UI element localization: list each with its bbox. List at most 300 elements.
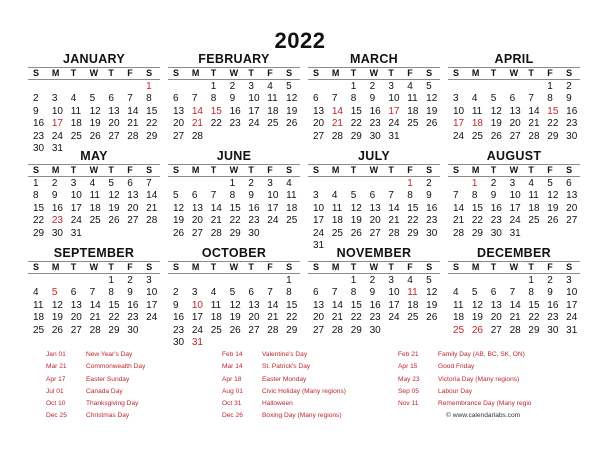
day-cell: 29: [286, 324, 298, 336]
day-cell: 3: [248, 81, 254, 92]
day-cell: [327, 81, 346, 93]
day-cell: 1: [33, 178, 39, 189]
month-name: APRIL: [494, 52, 534, 66]
month-name: MARCH: [349, 52, 399, 66]
weekday-label: S: [566, 165, 573, 175]
weekday-label: S: [313, 262, 320, 272]
day-cell: 25: [33, 324, 45, 336]
day-cell: 1: [350, 81, 357, 92]
day-cell: 18: [331, 215, 343, 227]
day-cell: 7: [388, 190, 394, 202]
day-grid: [448, 178, 580, 240]
day-cell: 6: [313, 287, 319, 299]
day-cell: 14: [453, 202, 465, 214]
day-cell: 28: [331, 324, 343, 336]
day-cell: [206, 275, 225, 287]
weekday-label: M: [331, 68, 340, 78]
day-cell: 30: [173, 336, 185, 348]
day-cell: 19: [426, 105, 438, 117]
day-cell: 30: [426, 227, 438, 239]
day-cell: 25: [267, 118, 279, 130]
day-cell: 6: [566, 178, 572, 189]
weekday-label: F: [267, 68, 273, 78]
day-cell: 21: [127, 118, 139, 130]
day-cell: 23: [566, 118, 578, 130]
day-cell: 28: [388, 227, 400, 239]
day-cell: 7: [89, 287, 96, 299]
day-cell: 12: [286, 93, 298, 105]
day-cell: [365, 178, 384, 190]
day-cell: 13: [70, 299, 82, 311]
day-cell: 5: [350, 190, 357, 202]
day-cell: 15: [528, 299, 540, 311]
day-cell: 11: [331, 202, 343, 214]
day-cell: 13: [313, 299, 325, 311]
day-cell: 20: [313, 118, 325, 130]
day-cell: 30: [547, 324, 559, 336]
weekday-label: F: [267, 262, 273, 272]
day-cell: 18: [407, 299, 419, 311]
holiday-item: [216, 374, 392, 386]
month-name: NOVEMBER: [336, 246, 412, 260]
day-cell: 28: [267, 324, 279, 336]
day-cell: 22: [210, 118, 222, 130]
day-cell: 10: [313, 202, 325, 214]
holiday-date: Oct 31: [222, 400, 242, 408]
weekday-label: F: [127, 165, 133, 175]
day-cell: 11: [210, 299, 222, 311]
weekday-label: T: [350, 68, 357, 78]
day-cell: 17: [267, 202, 279, 214]
month-block: [448, 149, 580, 246]
day-cell: 21: [210, 215, 222, 227]
day-cell: 25: [471, 130, 483, 142]
day-cell: 28: [191, 130, 203, 142]
day-cell: 9: [490, 190, 497, 202]
day-cell: 5: [426, 275, 432, 286]
day-cell: 23: [33, 130, 45, 142]
day-cell: 10: [566, 287, 578, 299]
day-cell: [206, 178, 225, 190]
day-cell: 11: [407, 93, 418, 105]
weekday-label: S: [173, 165, 180, 175]
day-cell: [187, 81, 206, 93]
day-cell: 31: [70, 227, 82, 239]
weekday-label: S: [453, 165, 460, 175]
day-cell: 2: [490, 178, 497, 189]
day-cell: 23: [547, 312, 559, 324]
holiday-name: New Year's Day: [86, 351, 133, 358]
holiday-name: St. Patrick's Day: [262, 363, 311, 371]
holiday-name: Thanksgiving Day: [86, 400, 139, 408]
month-block: [28, 52, 160, 154]
day-cell: 26: [173, 227, 185, 239]
day-cell: 21: [331, 118, 343, 130]
day-cell: [243, 131, 262, 143]
day-cell: 14: [267, 299, 279, 311]
day-cell: 17: [191, 312, 203, 324]
day-cell: 8: [108, 287, 114, 299]
day-cell: [243, 337, 262, 349]
weekday-label: W: [229, 68, 239, 78]
day-cell: 22: [350, 312, 362, 324]
day-cell: 12: [426, 93, 438, 105]
day-cell: 23: [248, 215, 260, 227]
day-cell: 3: [191, 287, 198, 299]
day-cell: [281, 337, 300, 349]
holiday-name: Valentine's Day: [262, 351, 308, 358]
day-cell: 28: [331, 130, 343, 142]
day-cell: 14: [89, 299, 101, 311]
day-cell: 3: [388, 275, 394, 286]
holiday-date: Nov 11: [398, 400, 419, 408]
day-cell: [103, 228, 122, 240]
weekday-label: F: [407, 68, 413, 78]
day-cell: 4: [267, 81, 273, 92]
holiday-name: Commonwealth Day: [86, 363, 146, 371]
month-block: [168, 52, 300, 149]
weekday-label: T: [490, 262, 497, 272]
day-cell: 12: [471, 299, 483, 311]
day-cell: 9: [229, 93, 236, 105]
day-cell: 28: [509, 324, 521, 336]
holiday-item: [216, 386, 392, 398]
day-cell: 10: [388, 93, 400, 105]
day-cell: 18: [528, 202, 540, 214]
holiday-item: [40, 349, 216, 361]
day-cell: 30: [33, 142, 45, 154]
holiday-name: Civic Holiday (Many regions): [262, 387, 346, 395]
month-name: DECEMBER: [477, 246, 551, 260]
day-cell: 5: [108, 178, 114, 189]
day-cell: 8: [350, 287, 357, 299]
day-cell: 8: [350, 93, 357, 105]
day-cell: 9: [369, 287, 376, 299]
holiday-item: [216, 361, 392, 373]
day-cell: 16: [426, 202, 438, 214]
weekday-label: S: [146, 68, 153, 78]
day-cell: 16: [229, 105, 241, 117]
day-cell: 9: [547, 287, 553, 299]
day-cell: 30: [490, 227, 502, 239]
holiday-name: Christmas Day: [86, 412, 130, 420]
day-cell: 13: [313, 105, 325, 117]
day-cell: 18: [471, 118, 483, 130]
weekday-label: S: [33, 165, 40, 175]
day-cell: 27: [566, 215, 578, 227]
weekday-label: F: [547, 68, 553, 78]
day-cell: 29: [350, 130, 362, 142]
holiday-name: Good Friday: [438, 363, 475, 371]
day-cell: 13: [248, 299, 260, 311]
weekday-label: W: [369, 68, 379, 78]
day-cell: 10: [509, 190, 521, 202]
day-cell: 11: [407, 287, 418, 299]
weekday-header-row: [28, 67, 160, 80]
day-cell: 26: [350, 227, 362, 239]
holiday-date: Apr 18: [222, 375, 242, 383]
day-cell: [421, 325, 440, 337]
day-cell: 4: [407, 81, 413, 92]
weekday-header-row: [448, 261, 580, 274]
day-cell: 24: [313, 227, 325, 239]
day-cell: 2: [229, 81, 236, 92]
weekday-label: M: [51, 68, 60, 78]
day-cell: 9: [33, 105, 39, 117]
day-cell: 26: [426, 312, 438, 324]
day-cell: 20: [490, 312, 502, 324]
day-cell: 22: [528, 312, 540, 324]
weekday-label: S: [566, 262, 573, 272]
day-cell: 9: [51, 190, 58, 202]
day-cell: [448, 275, 467, 287]
day-cell: 21: [453, 215, 465, 227]
month-block: [308, 149, 440, 251]
weekday-label: T: [528, 165, 534, 175]
weekday-label: W: [229, 262, 239, 272]
day-cell: 22: [350, 118, 362, 130]
day-cell: [505, 81, 524, 93]
day-cell: 20: [108, 118, 120, 130]
day-cell: 21: [89, 312, 101, 324]
weekday-label: T: [528, 68, 534, 78]
day-cell: [327, 178, 346, 190]
holiday-name: Halloween: [262, 400, 293, 408]
weekday-label: T: [350, 262, 357, 272]
holiday-item: [40, 361, 216, 373]
day-cell: 13: [173, 105, 185, 117]
weekday-label: M: [191, 68, 200, 78]
day-cell: 15: [229, 202, 241, 214]
day-cell: 6: [70, 287, 77, 299]
months-grid: [28, 52, 580, 348]
weekday-header-row: [28, 164, 160, 177]
day-cell: 11: [89, 190, 100, 202]
day-cell: 28: [127, 130, 139, 142]
weekday-label: T: [70, 68, 77, 78]
weekday-label: S: [426, 262, 433, 272]
day-cell: 22: [146, 118, 158, 130]
weekday-label: S: [146, 165, 153, 175]
holiday-name: Family Day (AB, BC, SK, ON): [438, 351, 525, 358]
weekday-label: M: [331, 165, 340, 175]
holiday-name: Remembrance Day (Many regio: [438, 400, 532, 408]
day-cell: 25: [89, 215, 101, 227]
day-cell: 21: [528, 118, 540, 130]
day-cell: 13: [566, 190, 578, 202]
day-cell: 6: [248, 287, 254, 299]
day-cell: 5: [547, 178, 553, 189]
day-cell: 12: [350, 202, 362, 214]
weekday-header-row: [308, 67, 440, 80]
holiday-date: Apr 15: [398, 363, 418, 371]
day-cell: 23: [51, 215, 63, 227]
day-cell: 9: [173, 299, 179, 311]
day-cell: 18: [89, 202, 101, 214]
weekday-label: T: [248, 165, 254, 175]
day-cell: 13: [369, 202, 381, 214]
day-cell: [262, 228, 281, 240]
weekday-label: T: [350, 165, 357, 175]
weekday-label: T: [70, 165, 77, 175]
day-cell: 11: [286, 190, 297, 202]
day-cell: [421, 131, 440, 143]
weekday-label: S: [173, 68, 180, 78]
day-cell: 23: [369, 312, 381, 324]
day-cell: 17: [313, 215, 325, 227]
weekday-header-row: [448, 67, 580, 80]
day-cell: [281, 228, 300, 240]
holiday-date: Apr 17: [46, 375, 66, 383]
day-cell: 4: [407, 275, 413, 286]
weekday-label: W: [509, 68, 519, 78]
day-cell: [66, 81, 85, 93]
weekday-label: T: [528, 262, 534, 272]
day-cell: 14: [331, 105, 343, 117]
day-cell: 22: [547, 118, 559, 130]
day-cell: 24: [509, 215, 521, 227]
day-cell: 8: [286, 287, 292, 299]
day-cell: 17: [453, 118, 465, 130]
day-cell: 15: [146, 105, 158, 117]
holiday-column: [216, 349, 392, 423]
holiday-date: Mar 14: [222, 363, 243, 371]
day-cell: [523, 228, 542, 240]
day-cell: 27: [490, 324, 502, 336]
day-cell: [168, 275, 187, 287]
holiday-item: [392, 374, 568, 386]
day-cell: 21: [331, 312, 343, 324]
day-cell: 10: [51, 105, 63, 117]
holiday-date: Dec 26: [222, 412, 243, 420]
day-cell: 21: [267, 312, 279, 324]
day-grid: [308, 275, 440, 337]
day-cell: [281, 131, 300, 143]
month-block: [28, 149, 160, 246]
day-cell: 23: [127, 312, 139, 324]
day-cell: 24: [566, 312, 578, 324]
day-cell: 11: [33, 299, 44, 311]
day-cell: 11: [267, 93, 278, 105]
day-cell: [542, 228, 561, 240]
day-cell: 24: [267, 215, 279, 227]
day-cell: 20: [248, 312, 260, 324]
day-cell: 15: [210, 105, 222, 117]
day-cell: [225, 337, 244, 349]
day-cell: 7: [453, 190, 459, 202]
weekday-label: W: [509, 262, 519, 272]
day-cell: 10: [191, 299, 203, 311]
day-cell: 16: [248, 202, 260, 214]
day-cell: 29: [407, 227, 419, 239]
day-cell: 8: [210, 93, 217, 105]
weekday-label: T: [388, 262, 394, 272]
day-cell: 6: [108, 93, 114, 105]
day-cell: 15: [547, 105, 559, 117]
weekday-label: S: [426, 165, 433, 175]
day-cell: [383, 325, 402, 337]
month-name: JULY: [357, 149, 390, 163]
weekday-label: T: [70, 262, 77, 272]
day-cell: 25: [286, 215, 298, 227]
weekday-header-row: [168, 164, 300, 177]
day-cell: 16: [173, 312, 185, 324]
weekday-label: S: [286, 262, 293, 272]
month-block: [28, 246, 160, 343]
day-cell: [308, 275, 327, 287]
day-cell: 31: [313, 239, 325, 251]
day-cell: 26: [229, 324, 241, 336]
day-cell: 31: [191, 336, 203, 348]
day-cell: [262, 131, 281, 143]
day-cell: 28: [453, 227, 465, 239]
day-cell: 18: [210, 312, 222, 324]
day-cell: 6: [313, 93, 319, 105]
day-cell: 14: [191, 105, 203, 117]
day-cell: 15: [407, 202, 419, 214]
weekday-label: F: [127, 68, 133, 78]
day-cell: [141, 228, 160, 240]
day-cell: 2: [51, 178, 58, 189]
day-cell: 1: [350, 275, 357, 286]
day-cell: [206, 337, 225, 349]
day-cell: 19: [108, 202, 120, 214]
day-cell: 22: [407, 215, 419, 227]
holiday-date: Jul 01: [46, 387, 64, 395]
day-cell: [85, 228, 104, 240]
day-cell: [308, 178, 327, 190]
day-cell: 7: [267, 287, 273, 299]
day-cell: 19: [286, 105, 298, 117]
day-grid: [168, 81, 300, 143]
day-cell: 14: [210, 202, 222, 214]
day-cell: 10: [70, 190, 82, 202]
day-cell: 31: [509, 227, 521, 239]
day-cell: 17: [248, 105, 260, 117]
holiday-item: [392, 386, 568, 398]
day-cell: [85, 81, 104, 93]
day-cell: 14: [127, 105, 139, 117]
day-cell: [262, 337, 281, 349]
day-cell: 9: [426, 190, 432, 202]
weekday-label: M: [471, 165, 480, 175]
holiday-date: May 23: [398, 375, 420, 383]
day-grid: [308, 81, 440, 143]
weekday-header-row: [168, 67, 300, 80]
day-cell: 27: [127, 215, 139, 227]
day-grid: [28, 275, 160, 337]
weekday-label: T: [210, 68, 217, 78]
day-cell: 14: [331, 299, 343, 311]
day-cell: 25: [453, 324, 465, 336]
month-block: [448, 52, 580, 149]
weekday-label: F: [407, 262, 413, 272]
day-cell: 14: [388, 202, 400, 214]
day-cell: 22: [471, 215, 483, 227]
weekday-label: M: [191, 165, 200, 175]
day-cell: 8: [33, 190, 39, 202]
day-cell: 19: [471, 312, 483, 324]
day-cell: [448, 178, 467, 190]
day-cell: 4: [210, 287, 217, 299]
day-cell: [243, 275, 262, 287]
day-cell: 6: [191, 190, 198, 202]
day-cell: 27: [313, 324, 325, 336]
day-cell: [225, 131, 244, 143]
weekday-label: W: [89, 165, 99, 175]
day-cell: 10: [267, 190, 279, 202]
day-cell: 3: [70, 178, 77, 189]
